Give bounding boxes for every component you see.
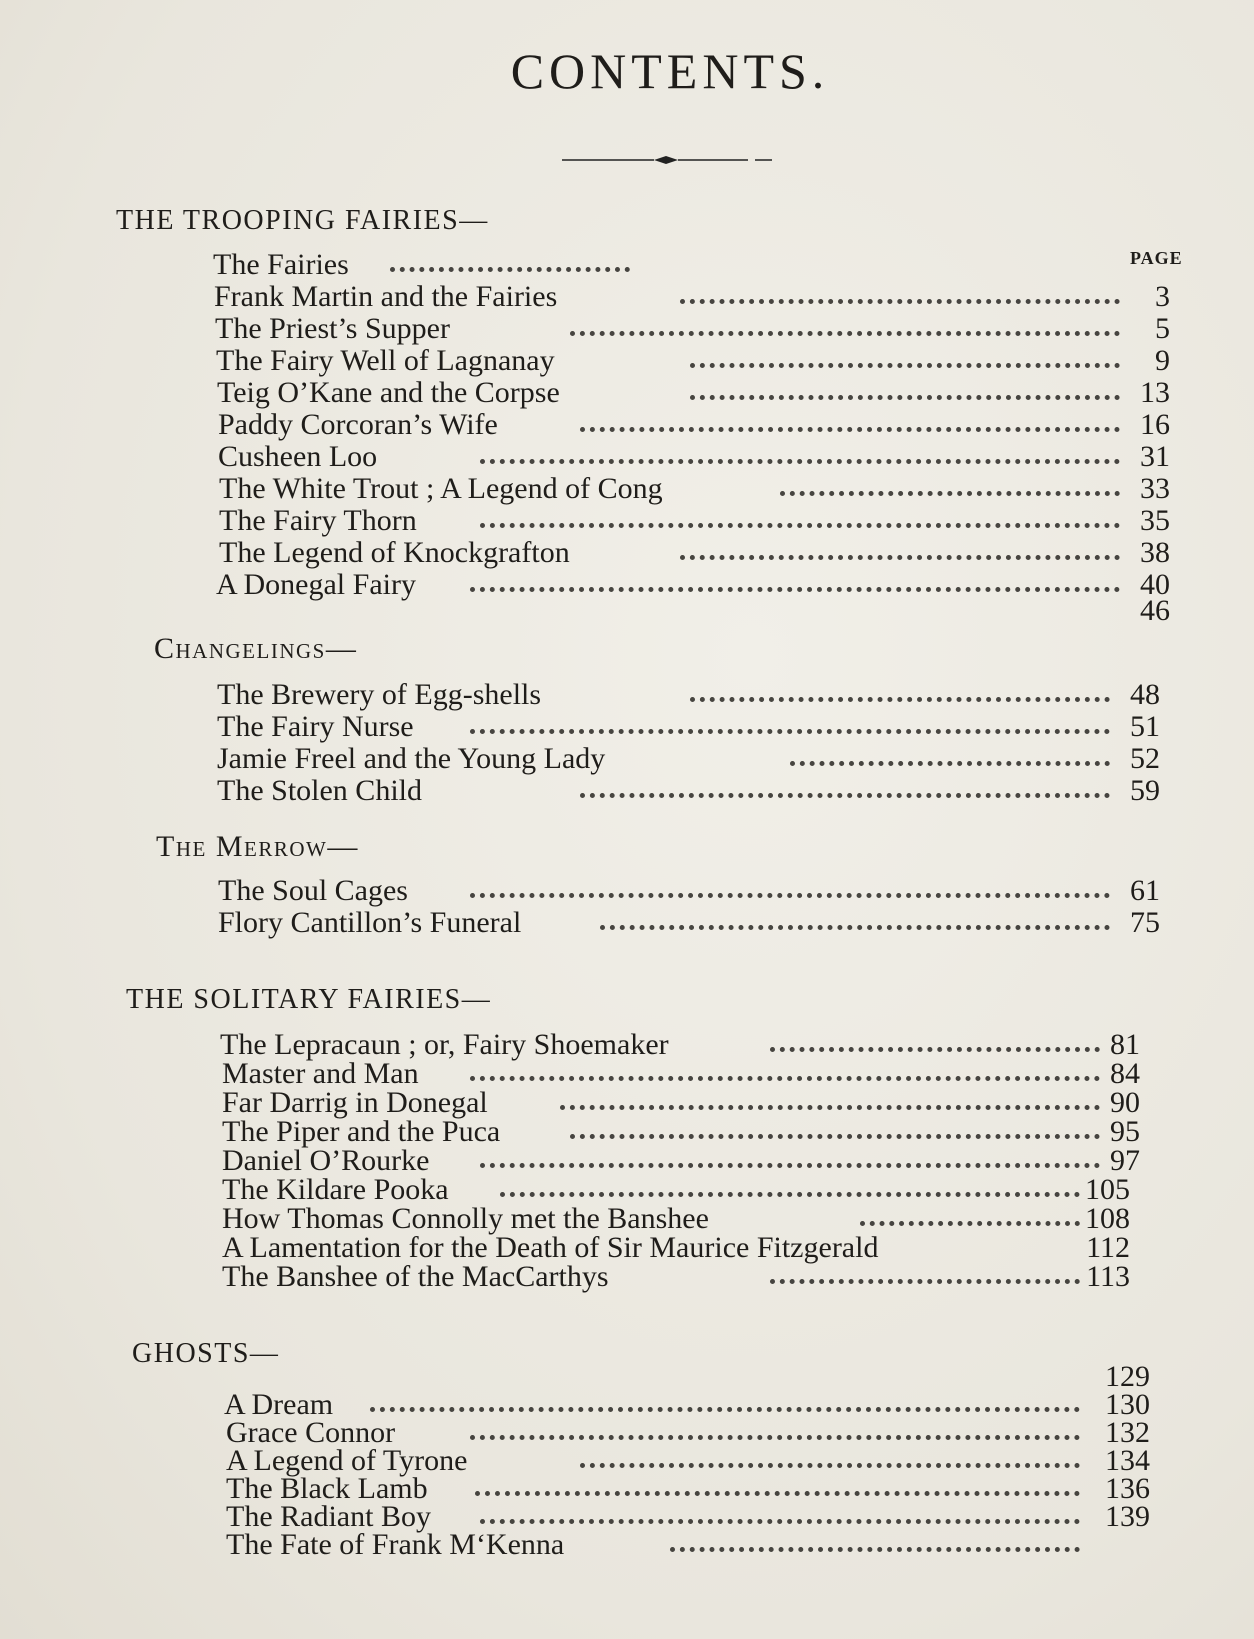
entry-page-number: 75: [1130, 906, 1160, 939]
entry-title: Frank Martin and the Fairies: [214, 280, 558, 313]
entry-page-number: 38: [1140, 536, 1170, 569]
entry-page-number: 35: [1140, 504, 1170, 537]
entry-title: Teig O’Kane and the Corpse: [217, 376, 560, 409]
toc-entry: [0, 1204, 1254, 1234]
dot-leader: [480, 1514, 1080, 1524]
dot-leader: [860, 1216, 1080, 1226]
dot-leader: [480, 454, 1120, 464]
toc-entry: [0, 1262, 1254, 1292]
dot-leader: [390, 262, 630, 272]
toc-entry: [0, 1175, 1254, 1205]
section-heading: The Merrow—: [156, 830, 359, 863]
entry-title: The Stolen Child: [217, 774, 422, 807]
entry-page-number: 3: [1155, 280, 1170, 313]
entry-title: The Brewery of Egg-shells: [217, 678, 542, 711]
entry-title: Grace Connor: [226, 1416, 396, 1449]
entry-title: The Fairy Thorn: [219, 504, 417, 537]
entry-title: The Banshee of the MacCarthys: [222, 1260, 609, 1293]
toc-entry: [0, 712, 1254, 742]
toc-entry: [0, 1030, 1254, 1060]
dot-leader: [580, 1458, 1080, 1468]
dot-leader: [690, 358, 1120, 368]
entry-title: The Legend of Knockgrafton: [219, 536, 570, 569]
toc-entry: [0, 442, 1254, 472]
dot-leader: [370, 1402, 1080, 1412]
toc-entry: [0, 506, 1254, 536]
entry-page-number: 13: [1140, 376, 1170, 409]
entry-page-number: 139: [1105, 1500, 1150, 1533]
toc-entry: [0, 410, 1254, 440]
dot-leader: [470, 582, 1120, 592]
toc-entry: [0, 474, 1254, 504]
entry-title: The Fairy Well of Lagnanay: [216, 344, 555, 377]
toc-entry: [0, 1390, 1254, 1420]
entry-page-number: 51: [1130, 710, 1160, 743]
entry-page-number: 48: [1130, 678, 1160, 711]
entry-page-number: 59: [1130, 774, 1160, 807]
entry-page-number: 95: [1110, 1115, 1140, 1148]
toc-entry: [0, 538, 1254, 568]
entry-page-number: 33: [1140, 472, 1170, 505]
entry-page-number: 105: [1085, 1173, 1130, 1206]
page-column-label: PAGE: [1130, 248, 1183, 268]
entry-page-number: 84: [1110, 1057, 1140, 1090]
entry-title: A Legend of Tyrone: [226, 1444, 468, 1477]
toc-entry: [0, 1418, 1254, 1448]
dot-leader: [580, 422, 1120, 432]
dot-leader: [570, 1129, 1100, 1139]
entry-title: The Lepracaun ; or, Fairy Shoemaker: [220, 1028, 669, 1061]
entry-page-number: 113: [1086, 1260, 1130, 1293]
entry-title: Flory Cantillon’s Funeral: [218, 906, 522, 939]
entry-page-number: 5: [1155, 312, 1170, 345]
entry-page-number: 97: [1110, 1144, 1140, 1177]
dot-leader: [470, 888, 1110, 898]
entry-title: The Priest’s Supper: [215, 312, 450, 345]
entry-title: The Kildare Pooka: [222, 1173, 449, 1206]
entry-title: How Thomas Connolly met the Banshee: [222, 1202, 709, 1235]
toc-entry: [0, 680, 1254, 710]
toc-entry: [0, 744, 1254, 774]
toc-entry: [0, 1362, 1254, 1392]
section-heading: THE TROOPING FAIRIES—: [116, 205, 489, 236]
dot-leader: [670, 1542, 1080, 1552]
entry-page-number: 130: [1105, 1388, 1150, 1421]
dot-leader: [500, 1187, 1080, 1197]
entry-title: Paddy Corcoran’s Wife: [218, 408, 498, 441]
entry-title: Daniel O’Rourke: [222, 1144, 430, 1177]
toc-entry: [0, 314, 1254, 344]
dot-leader: [570, 326, 1120, 336]
dot-leader: [690, 692, 1110, 702]
toc-entry: [0, 282, 1254, 312]
entry-title: The Fate of Frank M‘Kenna: [226, 1528, 565, 1561]
entry-title: A Lamentation for the Death of Sir Maurice Fitzgerald: [222, 1231, 879, 1264]
dot-leader: [470, 1430, 1080, 1440]
entry-title: The White Trout ; A Legend of Cong: [219, 472, 663, 505]
dot-leader: [680, 294, 1120, 304]
dot-leader: [770, 1042, 1100, 1052]
entry-title: Master and Man: [222, 1057, 419, 1090]
ornament-divider: [562, 154, 772, 166]
toc-entry: [0, 1530, 1254, 1560]
entry-page-number: 16: [1140, 408, 1170, 441]
entry-page-number: 81: [1110, 1028, 1140, 1061]
entry-title: The Radiant Boy: [226, 1500, 431, 1533]
toc-entry: [0, 1059, 1254, 1089]
section-heading: THE SOLITARY FAIRIES—: [126, 984, 492, 1015]
entry-page-number: 61: [1130, 874, 1160, 907]
toc-entry: [0, 346, 1254, 376]
toc-entry: [0, 908, 1254, 938]
toc-entry: [0, 776, 1254, 806]
entry-page-number: 90: [1110, 1086, 1140, 1119]
dot-leader: [690, 390, 1120, 400]
dot-leader: [770, 1274, 1080, 1284]
toc-entry: [0, 250, 1254, 280]
entry-title: The Fairy Nurse: [217, 710, 414, 743]
entry-page-number: 46: [1140, 594, 1170, 627]
toc-entry: [0, 876, 1254, 906]
dot-leader: [480, 518, 1120, 528]
entry-page-number: 134: [1105, 1444, 1150, 1477]
toc-entry: [0, 596, 1254, 626]
entry-page-number: 31: [1140, 440, 1170, 473]
entry-title: The Fairies: [213, 248, 349, 281]
entry-page-number: 112: [1086, 1231, 1130, 1264]
section-heading: Changelings—: [154, 632, 358, 665]
entry-title: Cusheen Loo: [218, 440, 378, 473]
entry-page-number: 108: [1085, 1202, 1130, 1235]
entry-page-number: 129: [1105, 1360, 1150, 1393]
dot-leader: [680, 550, 1120, 560]
entry-title: The Piper and the Puca: [222, 1115, 501, 1148]
entry-title: A Donegal Fairy: [216, 568, 416, 601]
toc-entry: [0, 1146, 1254, 1176]
entry-title: Far Darrig in Donegal: [222, 1086, 488, 1119]
entry-title: Jamie Freel and the Young Lady: [217, 742, 606, 775]
dot-leader: [560, 1100, 1100, 1110]
entry-title: The Soul Cages: [218, 874, 408, 907]
section-heading: GHOSTS—: [132, 1338, 280, 1369]
dot-leader: [480, 1158, 1100, 1168]
toc-entry: [0, 1088, 1254, 1118]
dot-leader: [600, 920, 1110, 930]
toc-entry: [0, 1117, 1254, 1147]
entry-title: A Dream: [224, 1388, 334, 1421]
toc-entry: [0, 1502, 1254, 1532]
entry-page-number: 40: [1140, 568, 1170, 601]
dot-leader: [475, 1486, 1080, 1496]
toc-entry: [0, 378, 1254, 408]
toc-entry: [0, 1446, 1254, 1476]
entry-page-number: 132: [1105, 1416, 1150, 1449]
dot-leader: [790, 756, 1110, 766]
toc-entry: [0, 1474, 1254, 1504]
toc-entry: [0, 1233, 1254, 1263]
dot-leader: [580, 788, 1110, 798]
entry-page-number: 52: [1130, 742, 1160, 775]
dot-leader: [780, 486, 1120, 496]
entry-page-number: 136: [1105, 1472, 1150, 1505]
page-title: CONTENTS.: [510, 43, 830, 99]
entry-page-number: 9: [1155, 344, 1170, 377]
dot-leader: [470, 1071, 1100, 1081]
entry-title: The Black Lamb: [226, 1472, 428, 1505]
dot-leader: [470, 724, 1110, 734]
